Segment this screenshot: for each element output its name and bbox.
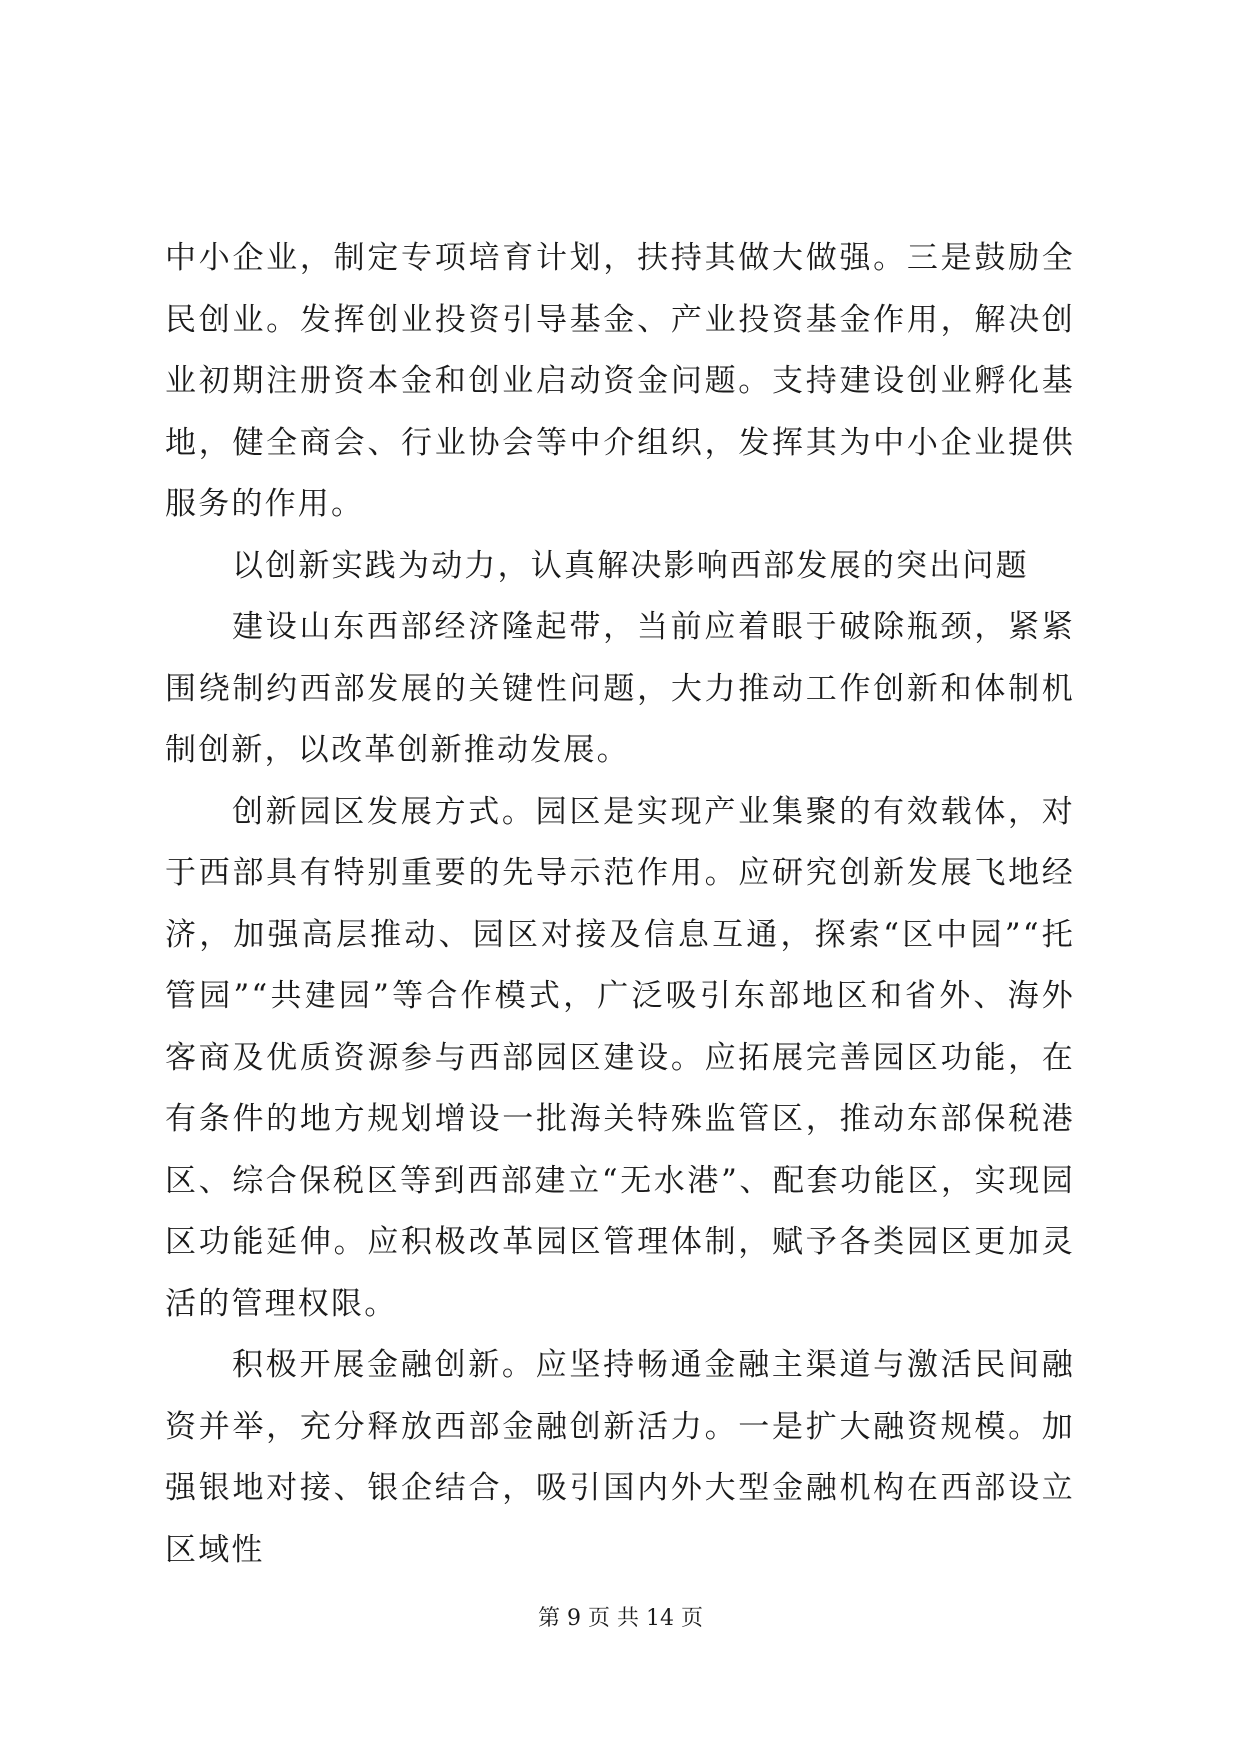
paragraph-continuation: 中小企业，制定专项培育计划，扶持其做大做强。三是鼓励全民创业。发挥创业投资引导基金、产业投资基金作用，解决创业初期注册资本金和创业启动资金问题。支持建设创业孵化基地，健全商会、行业协会等中介组织，发挥其为中小企业提供服务的作用。 (165, 240, 1075, 522)
paragraph-park-innovation: 创新园区发展方式。园区是实现产业集聚的有效载体，对于西部具有特别重要的先导示范作用。应研究创新发展飞地经济，加强高层推动、园区对接及信息互通，探索“区中园”“托管园”“共建园”等合作模式，广泛吸引东部地区和省外、海外客商及优质资源参与西部园区建设。应拓展完善园区功能，在有条件的地方规划增设一批海关特殊监管区，推动东部保税港区、综合保税区等到西部建立“无水港”、配套功能区，实现园区功能延伸。应积极改革园区管理体制，赋予各类园区更加灵活的管理权限。 (165, 793, 1075, 1322)
document-body (165, 228, 1075, 1581)
paragraph-finance-innovation: 积极开展金融创新。应坚持畅通金融主渠道与激活民间融资并举，充分释放西部金融创新活力。一是扩大融资规模。加强银地对接、银企结合，吸引国内外大型金融机构在西部设立区域性 (165, 1347, 1075, 1568)
paragraph-intro: 建设山东西部经济隆起带，当前应着眼于破除瓶颈，紧紧围绕制约西部发展的关键性问题，大力推动工作创新和体制机制创新，以改革创新推动发展。 (165, 609, 1075, 768)
section-heading: 以创新实践为动力，认真解决影响西部发展的突出问题 (232, 547, 1029, 584)
page-number-footer: 第 9 页 共 14 页 (538, 1606, 703, 1631)
